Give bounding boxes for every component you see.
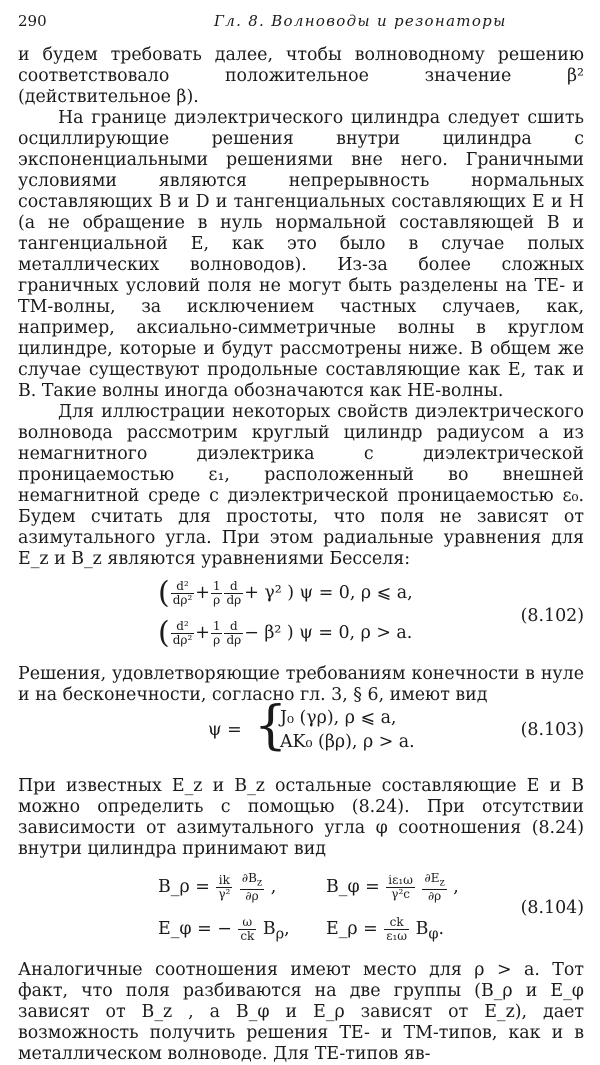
page-body — [18, 45, 584, 1065]
paragraph: На границе диэлектрического цилиндра следует сшить осциллирующие решения внутри цилиндра с экспоненциальными решениями вне него. Граничными условиями являются непрерывность нормальных составляющих B и D и тангенциальных составляющих E и H (а не обращение в нуль нормальной составляющей B и тангенциальной E, как это было в случае полых металлических волноводов). Из-за более сложных граничных условий поля не могут быть разделены на TE- и TM-волны, за исключением частных случаев, как, например, аксиально-симметричные волны в круглом цилиндре, которые и будут рассмотрены ниже. В общем же случае существуют продольные составляющие как E, так и B. Такие волны иногда обозначаются как HE-волны. — [18, 108, 584, 401]
paragraph: Аналогичные соотношения имеют место для ρ > a. Тот факт, что поля разбиваются на две группы (B_ρ и E_φ зависят от B_z , а B_φ и E_ρ зависят от E_z), дает возможность получить решения TE- и TM-типов, как и в металлическом волноводе. Для TE-типов яв- — [18, 960, 584, 1064]
equation-8-104 — [18, 860, 584, 960]
equation-8-102 — [18, 570, 584, 664]
equation-row: ( $\frac{\text{d²}}{\text{dρ²}}$ + $\frac{1}{\rho}$ $\frac{d}{d\rho}$ − β² ) ψ = 0, ρ > a. — [158, 615, 413, 651]
page-header — [18, 12, 582, 32]
equation-case: AK₀ (βρ), ρ > a. — [280, 732, 415, 752]
equation-row: E_ρ = $\frac{ck}{\text{ε₁ω}}$ $B_\varphi$. — [326, 915, 445, 943]
equation-number: (8.102) — [520, 606, 584, 626]
equation-number: (8.103) — [520, 720, 584, 740]
equation-row: B_φ = $\frac{\text{iε₁ω}}{\text{γ²c}}$ $\frac{\partial E_z}{\partial\rho}$ , — [326, 871, 459, 904]
equation-number: (8.104) — [520, 898, 584, 918]
paragraph: Для иллюстрации некоторых свойств диэлектрического волновода рассмотрим круглый цилиндр радиусом a из немагнитного диэлектрика с диэлектрической проницаемостью ε₁, расположенный во внешней немагнитной среде с диэлектрической проницаемостью ε₀. Будем считать для простоты, что поля не зависят от азимутального угла. При этом радиальные уравнения для E_z и B_z являются уравнениями Бесселя: — [18, 402, 584, 569]
equation-case: J₀ (γρ), ρ ⩽ a, — [280, 708, 397, 728]
paragraph: Решения, удовлетворяющие требованиям конечности в нуле и на бесконечности, согласно гл. 3, § 6, имеют вид — [18, 664, 584, 705]
paragraph: и будем требовать далее, чтобы волноводному решению соответствовало положительное значение β² (действительное β). — [18, 45, 584, 107]
equation-lhs: ψ = — [208, 720, 242, 740]
running-title: Гл. 8. Волноводы и резонаторы — [214, 12, 507, 30]
paragraph: При известных E_z и B_z остальные составляющие E и B можно определить с помощью (8.24). При отсутствии зависимости от азимутального угла φ соотношения (8.24) внутри цилиндра принимают вид — [18, 776, 584, 859]
equation-8-103 — [18, 696, 584, 776]
page-number: 290 — [18, 12, 47, 30]
brace: { — [254, 696, 288, 756]
equation-row: E_φ = − $\frac{\omega}{ck}$ $B_\rho$, — [158, 915, 290, 943]
equation-row: B_ρ = $\frac{ik}{\text{γ²}}$ $\frac{\partial B_z}{\partial\rho}$ , — [158, 871, 277, 904]
equation-row: ( $\frac{\text{d²}}{\text{dρ²}}$ + $\frac{1}{\rho}$ $\frac{d}{d\rho}$ + γ² ) ψ = 0, ρ ⩽ a, — [158, 575, 413, 611]
